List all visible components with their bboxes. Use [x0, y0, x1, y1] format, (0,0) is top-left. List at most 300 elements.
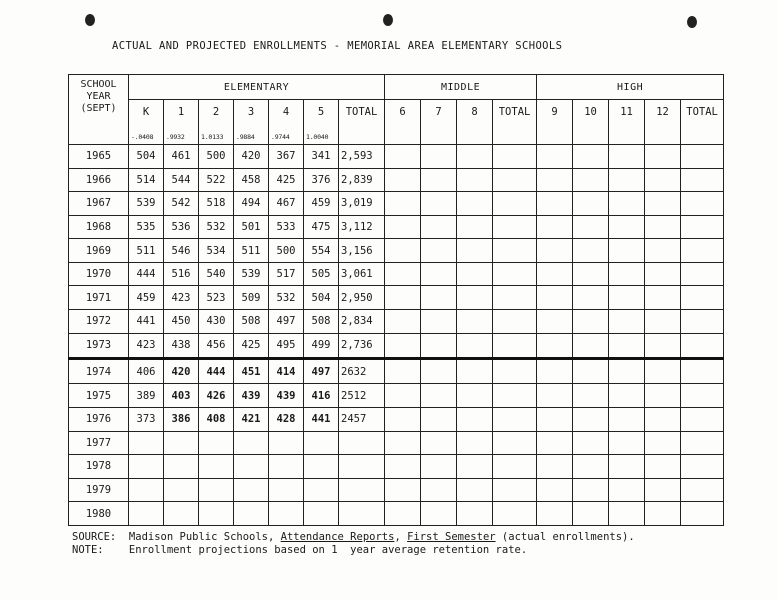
empty-cell: [609, 168, 645, 192]
elementary-total-cell: 2512: [339, 384, 385, 408]
document-title: ACTUAL AND PROJECTED ENROLLMENTS - MEMORIAL AREA ELEMENTARY SCHOOLS: [112, 40, 563, 52]
empty-cell: [493, 333, 537, 358]
retention-rate: -.0408: [131, 133, 154, 141]
empty-cell: [573, 145, 609, 169]
empty-cell: [645, 384, 681, 408]
year-cell: 1971: [69, 286, 129, 310]
grade-header-5: 5 1.0040: [304, 100, 339, 145]
enrollment-cell: 511: [129, 239, 164, 263]
empty-cell: [537, 262, 573, 286]
empty-cell: [645, 145, 681, 169]
enrollment-cell: [304, 502, 339, 526]
year-cell: 1969: [69, 239, 129, 263]
binder-hole-center: [383, 14, 393, 26]
enrollment-cell: [269, 455, 304, 479]
enrollment-cell: 428: [269, 407, 304, 431]
empty-cell: [609, 262, 645, 286]
empty-cell: [645, 192, 681, 216]
empty-cell: [573, 192, 609, 216]
enrollment-cell: 475: [304, 215, 339, 239]
empty-cell: [573, 310, 609, 334]
enrollment-cell: [304, 478, 339, 502]
enrollment-cell: 504: [304, 286, 339, 310]
empty-cell: [385, 407, 421, 431]
enrollment-cell: [269, 431, 304, 455]
empty-cell: [645, 333, 681, 358]
empty-cell: [681, 168, 724, 192]
elementary-total-cell: 2,834: [339, 310, 385, 334]
enrollment-cell: 444: [129, 262, 164, 286]
empty-cell: [493, 192, 537, 216]
empty-cell: [493, 502, 537, 526]
empty-cell: [385, 239, 421, 263]
enrollment-cell: 439: [234, 384, 269, 408]
empty-cell: [681, 502, 724, 526]
empty-cell: [421, 286, 457, 310]
source-first-semester: First Semester: [407, 531, 496, 543]
enrollment-cell: 505: [304, 262, 339, 286]
empty-cell: [573, 384, 609, 408]
empty-cell: [421, 168, 457, 192]
enrollment-cell: 425: [269, 168, 304, 192]
table-row: [69, 168, 724, 192]
enrollment-cell: 451: [234, 359, 269, 384]
empty-cell: [609, 502, 645, 526]
elementary-total-cell: 2,950: [339, 286, 385, 310]
table-row: [69, 145, 724, 169]
enrollment-cell: 514: [129, 168, 164, 192]
enrollment-cell: [269, 478, 304, 502]
grade-header-3: 3 .9884: [234, 100, 269, 145]
empty-cell: [537, 478, 573, 502]
enrollment-cell: 403: [164, 384, 199, 408]
enrollment-cell: 533: [269, 215, 304, 239]
retention-rate: .9744: [271, 133, 290, 141]
middle-group-header: MIDDLE: [385, 75, 537, 100]
empty-cell: [385, 145, 421, 169]
empty-cell: [681, 455, 724, 479]
empty-cell: [493, 286, 537, 310]
empty-cell: [421, 192, 457, 216]
empty-cell: [573, 478, 609, 502]
grade-header-11: 11: [609, 100, 645, 145]
enrollment-table: [68, 74, 724, 526]
empty-cell: [609, 359, 645, 384]
enrollment-cell: 536: [164, 215, 199, 239]
empty-cell: [537, 168, 573, 192]
enrollment-cell: [164, 478, 199, 502]
year-cell: 1965: [69, 145, 129, 169]
enrollment-cell: 511: [234, 239, 269, 263]
enrollment-cell: 406: [129, 359, 164, 384]
enrollment-cell: [234, 431, 269, 455]
empty-cell: [421, 215, 457, 239]
elementary-total-cell: 2632: [339, 359, 385, 384]
empty-cell: [609, 333, 645, 358]
enrollment-cell: 544: [164, 168, 199, 192]
note-text: Enrollment projections based on 1 year average retention rate.: [128, 544, 528, 556]
empty-cell: [421, 262, 457, 286]
enrollment-cell: [199, 478, 234, 502]
enrollment-cell: [164, 455, 199, 479]
elementary-total-header: TOTAL: [339, 100, 385, 145]
year-cell: 1977: [69, 431, 129, 455]
enrollment-cell: 426: [199, 384, 234, 408]
enrollment-cell: 420: [164, 359, 199, 384]
empty-cell: [609, 286, 645, 310]
enrollment-cell: [234, 478, 269, 502]
enrollment-cell: 517: [269, 262, 304, 286]
empty-cell: [493, 262, 537, 286]
empty-cell: [493, 145, 537, 169]
enrollment-cell: 420: [234, 145, 269, 169]
grade-header-4: 4 .9744: [269, 100, 304, 145]
enrollment-cell: 441: [304, 407, 339, 431]
high-total-header: TOTAL: [681, 100, 724, 145]
source-attendance-reports: Attendance Reports: [280, 531, 395, 543]
note-label: NOTE:: [72, 544, 104, 556]
empty-cell: [493, 384, 537, 408]
year-column-header: SCHOOL YEAR (SEPT): [69, 75, 129, 145]
enrollment-cell: 373: [129, 407, 164, 431]
enrollment-cell: 459: [129, 286, 164, 310]
empty-cell: [457, 502, 493, 526]
empty-cell: [537, 384, 573, 408]
empty-cell: [537, 286, 573, 310]
binder-hole-left: [85, 14, 95, 26]
enrollment-cell: 425: [234, 333, 269, 358]
empty-cell: [421, 384, 457, 408]
empty-cell: [537, 407, 573, 431]
elementary-total-cell: 3,156: [339, 239, 385, 263]
empty-cell: [645, 407, 681, 431]
empty-cell: [457, 145, 493, 169]
grade-header-1: 1 .9932: [164, 100, 199, 145]
enrollment-cell: 508: [304, 310, 339, 334]
year-cell: 1973: [69, 333, 129, 358]
empty-cell: [681, 262, 724, 286]
empty-cell: [537, 455, 573, 479]
empty-cell: [457, 384, 493, 408]
enrollment-cell: 444: [199, 359, 234, 384]
empty-cell: [385, 286, 421, 310]
empty-cell: [421, 310, 457, 334]
empty-cell: [645, 286, 681, 310]
grade-header-6: 6: [385, 100, 421, 145]
empty-cell: [645, 262, 681, 286]
empty-cell: [537, 431, 573, 455]
grade-header-8: 8: [457, 100, 493, 145]
empty-cell: [681, 333, 724, 358]
table-row: [69, 455, 724, 479]
enrollment-cell: 423: [164, 286, 199, 310]
enrollment-cell: 438: [164, 333, 199, 358]
empty-cell: [609, 478, 645, 502]
table-row: [69, 286, 724, 310]
empty-cell: [573, 455, 609, 479]
empty-cell: [609, 192, 645, 216]
empty-cell: [645, 310, 681, 334]
empty-cell: [609, 431, 645, 455]
empty-cell: [385, 168, 421, 192]
empty-cell: [645, 168, 681, 192]
empty-cell: [385, 192, 421, 216]
empty-cell: [457, 478, 493, 502]
enrollment-cell: 522: [199, 168, 234, 192]
empty-cell: [457, 262, 493, 286]
enrollment-cell: 508: [234, 310, 269, 334]
enrollment-cell: [164, 502, 199, 526]
enrollment-cell: [129, 431, 164, 455]
table-row: [69, 431, 724, 455]
elementary-total-cell: 2,839: [339, 168, 385, 192]
enrollment-cell: 532: [269, 286, 304, 310]
empty-cell: [609, 310, 645, 334]
enrollment-cell: 408: [199, 407, 234, 431]
empty-cell: [421, 359, 457, 384]
year-cell: 1978: [69, 455, 129, 479]
enrollment-cell: 504: [129, 145, 164, 169]
empty-cell: [645, 478, 681, 502]
empty-cell: [681, 431, 724, 455]
source-text: Madison Public Schools,: [128, 531, 281, 543]
notes-block: SOURCE: Madison Public Schools, Attendance Reports, First Semester (actual enrollments). NOTE: Enrollment projections based on 1 year average retention rate.: [72, 531, 635, 556]
grade-header-7: 7: [421, 100, 457, 145]
retention-rate: .9932: [166, 133, 185, 141]
empty-cell: [609, 455, 645, 479]
enrollment-cell: 523: [199, 286, 234, 310]
year-cell: 1975: [69, 384, 129, 408]
enrollment-cell: 459: [304, 192, 339, 216]
elementary-group-header: ELEMENTARY: [129, 75, 385, 100]
empty-cell: [421, 431, 457, 455]
enrollment-cell: 540: [199, 262, 234, 286]
enrollment-cell: [129, 455, 164, 479]
empty-cell: [385, 359, 421, 384]
elementary-total-cell: 3,019: [339, 192, 385, 216]
enrollment-cell: 467: [269, 192, 304, 216]
year-cell: 1976: [69, 407, 129, 431]
high-group-header: HIGH: [537, 75, 724, 100]
empty-cell: [385, 455, 421, 479]
empty-cell: [573, 359, 609, 384]
empty-cell: [493, 478, 537, 502]
table-row: [69, 407, 724, 431]
table-row: [69, 359, 724, 384]
empty-cell: [681, 384, 724, 408]
empty-cell: [493, 215, 537, 239]
empty-cell: [385, 262, 421, 286]
enrollment-cell: [164, 431, 199, 455]
table-row: [69, 192, 724, 216]
table-row: [69, 384, 724, 408]
empty-cell: [537, 192, 573, 216]
grade-header-10: 10: [573, 100, 609, 145]
enrollment-cell: 461: [164, 145, 199, 169]
enrollment-cell: 416: [304, 384, 339, 408]
enrollment-cell: [199, 455, 234, 479]
table-row: [69, 239, 724, 263]
enrollment-cell: 386: [164, 407, 199, 431]
enrollment-cell: [304, 455, 339, 479]
empty-cell: [421, 407, 457, 431]
empty-cell: [681, 239, 724, 263]
empty-cell: [609, 407, 645, 431]
grade-header-k: K -.0408: [129, 100, 164, 145]
empty-cell: [385, 478, 421, 502]
empty-cell: [609, 384, 645, 408]
empty-cell: [645, 455, 681, 479]
enrollment-cell: 532: [199, 215, 234, 239]
year-cell: 1979: [69, 478, 129, 502]
empty-cell: [681, 192, 724, 216]
empty-cell: [609, 215, 645, 239]
retention-rate: 1.0133: [201, 133, 224, 141]
empty-cell: [457, 431, 493, 455]
enrollment-cell: 441: [129, 310, 164, 334]
empty-cell: [681, 215, 724, 239]
enrollment-cell: 430: [199, 310, 234, 334]
empty-cell: [573, 286, 609, 310]
empty-cell: [573, 502, 609, 526]
empty-cell: [573, 333, 609, 358]
empty-cell: [537, 145, 573, 169]
enrollment-cell: 495: [269, 333, 304, 358]
empty-cell: [493, 239, 537, 263]
empty-cell: [385, 502, 421, 526]
elementary-total-cell: [339, 478, 385, 502]
empty-cell: [457, 286, 493, 310]
empty-cell: [421, 502, 457, 526]
retention-rate: .9884: [236, 133, 255, 141]
enrollment-cell: 554: [304, 239, 339, 263]
binder-hole-right: [687, 16, 697, 28]
elementary-total-cell: 2,593: [339, 145, 385, 169]
empty-cell: [421, 333, 457, 358]
grade-header-2: 2 1.0133: [199, 100, 234, 145]
empty-cell: [609, 239, 645, 263]
empty-cell: [573, 168, 609, 192]
enrollment-cell: 500: [269, 239, 304, 263]
elementary-total-cell: 3,061: [339, 262, 385, 286]
empty-cell: [609, 145, 645, 169]
enrollment-cell: 494: [234, 192, 269, 216]
empty-cell: [537, 310, 573, 334]
empty-cell: [385, 333, 421, 358]
empty-cell: [457, 333, 493, 358]
enrollment-cell: 499: [304, 333, 339, 358]
grade-header-12: 12: [645, 100, 681, 145]
empty-cell: [537, 359, 573, 384]
empty-cell: [681, 407, 724, 431]
enrollment-cell: 450: [164, 310, 199, 334]
empty-cell: [493, 455, 537, 479]
elementary-total-cell: [339, 455, 385, 479]
empty-cell: [573, 262, 609, 286]
table-row: [69, 262, 724, 286]
enrollment-cell: 423: [129, 333, 164, 358]
year-cell: 1972: [69, 310, 129, 334]
enrollment-cell: 341: [304, 145, 339, 169]
enrollment-cell: 539: [234, 262, 269, 286]
table-row: [69, 215, 724, 239]
enrollment-cell: 500: [199, 145, 234, 169]
year-cell: 1968: [69, 215, 129, 239]
enrollment-cell: [129, 478, 164, 502]
empty-cell: [573, 407, 609, 431]
empty-cell: [421, 455, 457, 479]
elementary-total-cell: [339, 502, 385, 526]
empty-cell: [681, 359, 724, 384]
empty-cell: [645, 431, 681, 455]
empty-cell: [457, 455, 493, 479]
empty-cell: [493, 407, 537, 431]
source-label: SOURCE:: [72, 531, 117, 543]
enrollment-cell: 367: [269, 145, 304, 169]
empty-cell: [457, 168, 493, 192]
empty-cell: [645, 502, 681, 526]
empty-cell: [537, 239, 573, 263]
enrollment-cell: 389: [129, 384, 164, 408]
elementary-total-cell: 2,736: [339, 333, 385, 358]
enrollment-cell: [199, 502, 234, 526]
empty-cell: [573, 215, 609, 239]
year-cell: 1970: [69, 262, 129, 286]
year-cell: 1974: [69, 359, 129, 384]
empty-cell: [681, 286, 724, 310]
table-row: [69, 478, 724, 502]
empty-cell: [457, 359, 493, 384]
empty-cell: [681, 310, 724, 334]
table-row: [69, 310, 724, 334]
middle-total-header: TOTAL: [493, 100, 537, 145]
enrollment-cell: 539: [129, 192, 164, 216]
enrollment-cell: 497: [304, 359, 339, 384]
enrollment-cell: 458: [234, 168, 269, 192]
year-cell: 1966: [69, 168, 129, 192]
empty-cell: [457, 215, 493, 239]
empty-cell: [457, 239, 493, 263]
enrollment-cell: [304, 431, 339, 455]
empty-cell: [493, 431, 537, 455]
empty-cell: [645, 239, 681, 263]
empty-cell: [421, 239, 457, 263]
enrollment-cell: 516: [164, 262, 199, 286]
enrollment-cell: [234, 502, 269, 526]
empty-cell: [681, 145, 724, 169]
enrollment-cell: 534: [199, 239, 234, 263]
elementary-total-cell: 3,112: [339, 215, 385, 239]
enrollment-cell: [234, 455, 269, 479]
retention-rate: 1.0040: [306, 133, 329, 141]
enrollment-cell: 376: [304, 168, 339, 192]
enrollment-cell: 535: [129, 215, 164, 239]
empty-cell: [645, 359, 681, 384]
empty-cell: [493, 310, 537, 334]
empty-cell: [457, 407, 493, 431]
empty-cell: [493, 359, 537, 384]
empty-cell: [493, 168, 537, 192]
empty-cell: [457, 310, 493, 334]
elementary-total-cell: [339, 431, 385, 455]
empty-cell: [421, 145, 457, 169]
empty-cell: [573, 431, 609, 455]
enrollment-cell: 501: [234, 215, 269, 239]
enrollment-cell: [269, 502, 304, 526]
empty-cell: [645, 215, 681, 239]
empty-cell: [573, 239, 609, 263]
empty-cell: [537, 502, 573, 526]
